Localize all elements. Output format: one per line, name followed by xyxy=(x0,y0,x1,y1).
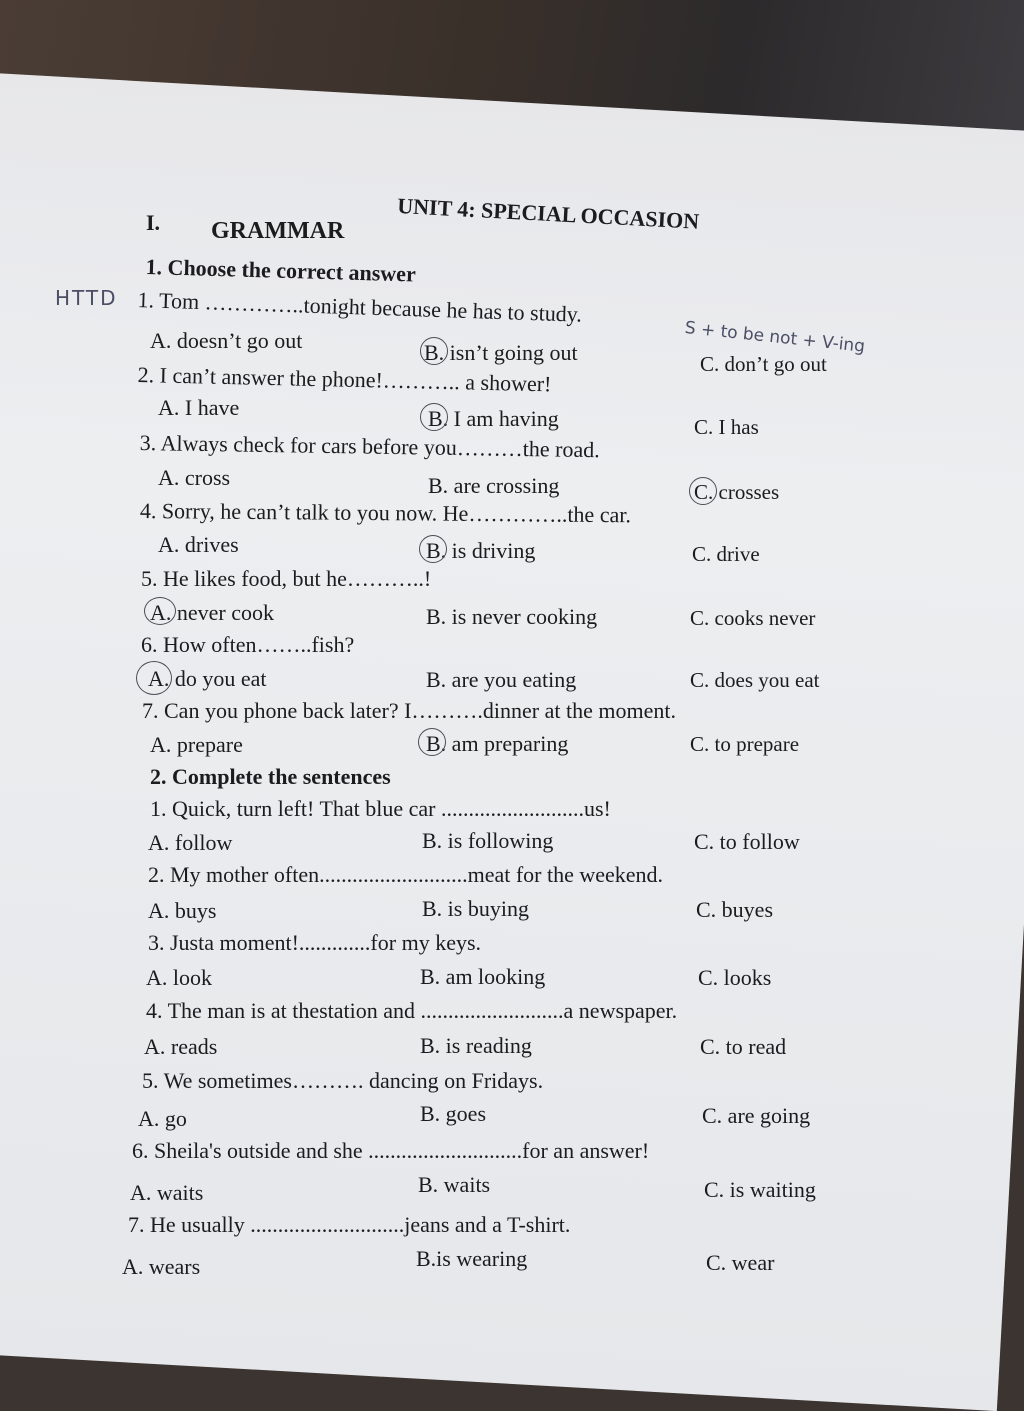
option-b: B. waits xyxy=(418,1172,491,1197)
answer-circle-mark xyxy=(136,661,172,695)
option-c: C. drive xyxy=(692,542,760,566)
option-c: C. wear xyxy=(706,1250,775,1275)
option-b: B. goes xyxy=(420,1101,486,1126)
option-a: A. I have xyxy=(158,395,240,420)
option-c: C. I has xyxy=(694,415,759,439)
option-b: B. are crossing xyxy=(428,473,560,498)
option-b: B. am looking xyxy=(420,964,546,989)
option-a: A. drives xyxy=(158,532,239,557)
answer-circle-mark xyxy=(144,597,176,625)
option-a: A. wears xyxy=(122,1254,201,1279)
option-b: B.is wearing xyxy=(416,1246,528,1271)
question-text: 7. Can you phone back later? I……….dinner at the moment. xyxy=(142,698,676,723)
section-title: GRAMMAR xyxy=(211,218,345,244)
option-b: B. am preparing xyxy=(426,731,569,756)
question-text: 5. We sometimes………. dancing on Fridays. xyxy=(142,1068,544,1093)
option-c: C. don’t go out xyxy=(700,352,827,376)
option-a: A. cross xyxy=(158,465,231,490)
option-a: A. reads xyxy=(144,1034,218,1059)
option-c: C. looks xyxy=(698,965,772,990)
question-text: 3. Justa moment!.............for my keys. xyxy=(148,930,482,955)
option-c: C. buyes xyxy=(696,897,773,922)
part1-title: 1. Choose the correct answer xyxy=(145,254,417,287)
option-c: C. are going xyxy=(702,1103,811,1128)
option-b: B. is never cooking xyxy=(426,604,598,629)
option-c: C. is waiting xyxy=(704,1177,816,1202)
option-a: A. look xyxy=(146,965,212,990)
option-a: A. never cook xyxy=(150,600,275,625)
question-text: 5. He likes food, but he………..! xyxy=(141,566,432,591)
question-text: 7. He usually ............................jeans and a T-shirt. xyxy=(128,1212,571,1237)
answer-circle-mark xyxy=(689,477,717,505)
option-c: C. cooks never xyxy=(690,606,816,630)
option-c: C. does you eat xyxy=(690,668,820,692)
question-text: 4. Sorry, he can’t talk to you now. He…………..the car. xyxy=(139,498,632,528)
option-a: A. prepare xyxy=(150,732,243,757)
question-text: 6. How often……..fish? xyxy=(141,632,355,657)
option-b: B. is driving xyxy=(426,538,536,563)
question-text: 2. I can’t answer the phone!……….. a shower! xyxy=(137,362,552,397)
option-c: C. to read xyxy=(700,1034,787,1059)
question-text: 4. The man is at thestation and ..........................a newspaper. xyxy=(146,998,678,1023)
option-a: A. follow xyxy=(148,830,233,855)
part2-title: 2. Complete the sentences xyxy=(150,764,391,789)
option-a: A. do you eat xyxy=(148,666,267,691)
option-b: B. is following xyxy=(422,828,554,853)
option-a: A. waits xyxy=(130,1180,204,1205)
option-c: C. to prepare xyxy=(690,732,800,756)
option-b: B. is reading xyxy=(420,1033,532,1058)
option-c: C. crosses xyxy=(694,480,780,504)
option-b: B. I am having xyxy=(428,406,559,431)
option-c: C. to follow xyxy=(694,829,800,854)
question-text: 6. Sheila's outside and she ............................for an answer! xyxy=(132,1138,650,1163)
handwritten-margin-note: HTTD xyxy=(55,286,118,310)
answer-circle-mark xyxy=(419,535,447,563)
option-b: B. isn’t going out xyxy=(424,340,578,365)
option-b: B. is buying xyxy=(422,896,529,921)
question-text: 3. Always check for cars before you………the road. xyxy=(139,430,600,463)
question-text: 1. Tom …………..tonight because he has to study. xyxy=(137,287,583,327)
answer-circle-mark xyxy=(420,403,448,431)
answer-circle-mark xyxy=(418,728,446,756)
option-a: A. buys xyxy=(148,898,217,923)
option-a: A. doesn’t go out xyxy=(150,328,303,353)
option-a: A. go xyxy=(138,1106,187,1131)
question-text: 1. Quick, turn left! That blue car ..........................us! xyxy=(150,796,611,821)
unit-title: UNIT 4: SPECIAL OCCASION xyxy=(396,193,700,234)
handwritten-side-note: S + to be not + V-ing xyxy=(683,318,866,357)
answer-circle-mark xyxy=(420,337,448,365)
section-number: I. xyxy=(146,210,161,235)
question-text: 2. My mother often...........................meat for the weekend. xyxy=(148,862,664,887)
option-b: B. are you eating xyxy=(426,667,577,692)
